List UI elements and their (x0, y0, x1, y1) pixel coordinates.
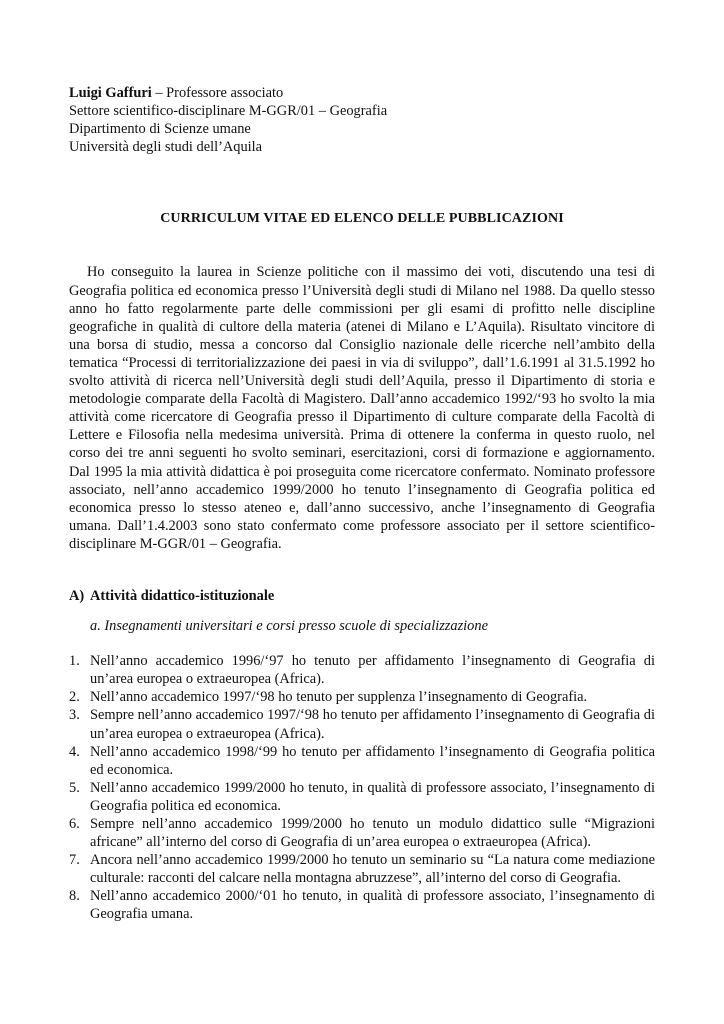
list-item-number: 8. (69, 888, 80, 905)
section-a-title: Attività didattico-istituzionale (90, 587, 275, 604)
list-item (69, 706, 655, 742)
list-item (69, 779, 655, 815)
list-item-text: Ancora nell’anno accademico 1999/2000 ho tenuto un seminario su “La natura come mediazione culturale: racconti del calcare nella montagna abruzzese”, all’interno del corso di Geografia. (90, 852, 655, 887)
list-item-text: Nell’anno accademico 2000/‘01 ho tenuto, in qualità di professore associato, l’insegnamento di Geografia umana. (90, 888, 655, 923)
list-item (69, 688, 655, 706)
list-item (69, 743, 655, 779)
author-header (69, 84, 655, 156)
list-item-number: 5. (69, 779, 80, 796)
list-item-number: 6. (69, 816, 80, 832)
section-a-heading (69, 587, 655, 605)
author-role: – Professore associato (151, 85, 284, 101)
university-line: Università degli studi dell’Aquila (69, 139, 263, 156)
list-item (69, 652, 655, 688)
list-item-text: Nell’anno accademico 1997/‘98 ho tenuto per supplenza l’insegnamento di Geografia. (90, 689, 588, 706)
sector-line: Settore scientifico-disciplinare M-GGR/01 – Geografia (69, 103, 388, 120)
list-item-text: Nell’anno accademico 1999/2000 ho tenuto, in qualità di professore associato, l’insegnamento di Geografia politica ed economica. (90, 779, 655, 814)
list-item-text: Nell’anno accademico 1996/‘97 ho tenuto per affidamento l’insegnamento di Geografia di un’area europea o extraeuropea (Africa). (90, 653, 655, 688)
list-item-text: Sempre nell’anno accademico 1999/2000 ho tenuto un modulo didattico sulle “Migrazioni africane” all’interno del corso di Geografia di un’area europea o extraeuropea (Africa). (90, 816, 655, 851)
list-item (69, 851, 655, 887)
department-line: Dipartimento di Scienze umane (69, 121, 251, 138)
section-a-number: A) (69, 587, 85, 604)
list-item-number: 4. (69, 743, 80, 760)
list-item (69, 815, 655, 851)
list-item-number: 3. (69, 707, 80, 724)
list-item-text: Nell’anno accademico 1998/‘99 ho tenuto per affidamento l’insegnamento di Geografia politica ed economica. (90, 743, 655, 778)
document-title: CURRICULUM VITAE ED ELENCO DELLE PUBBLICAZIONI (160, 211, 564, 227)
list-item-number: 2. (69, 689, 80, 706)
document-page (69, 84, 655, 924)
section-a-subheading: a. Insegnamenti universitari e corsi presso scuole di specializzazione (90, 618, 488, 635)
author-line (69, 84, 655, 102)
author-name: Luigi Gaffuri (69, 85, 152, 101)
intro-paragraph: Ho conseguito la laurea in Scienze politiche con il massimo dei voti, discutendo una tesi di Geografia politica ed economica presso l’Università degli studi di Milano nel 1988. Da quello stesso anno ho fatto regolarmente parte delle commissioni per gli esami di profitto nelle discipline geografiche in qualità di cultore della materia (atenei di Milano e L’Aquila). Risultato vincitore di una borsa di studio, messa a concorso dal Consiglio nazionale delle ricerche nell’ambito della tematica “Processi di territorializzazione dei paesi in via di sviluppo”, dall’1.6.1991 al 31.5.1992 ho svolto attività di ricerca nell’Università degli studi dell’Aquila, presso il Dipartimento di storia e metodologie comparate della Facoltà di Magistero. Dall’anno accademico 1992/‘93 ho svolto la mia attività come ricercatore di Geografia presso il Dipartimento di culture comparate della Facoltà di Lettere e Filosofia nella medesima università. Prima di ottenere la conferma in questo ruolo, nel corso dei tre anni seguenti ho svolto seminari, esercitazioni, corsi di formazione e aggiornamento. Dal 1995 la mia attività didattica è poi proseguita come ricercatore confermato. Nominato professore associato, nell’anno accademico 1999/2000 ho tenuto l’insegnamento di Geografia politica ed economica presso lo stesso ateneo e, dall’anno successivo, anche l’insegnamento di Geografia umana. Dall’1.4.2003 sono stato confermato come professore associato per il settore scientifico-disciplinare M-GGR/01 – Geografia. (69, 264, 655, 552)
list-item (69, 887, 655, 923)
teaching-list (69, 652, 655, 923)
list-item-number: 1. (69, 653, 80, 670)
list-item-number: 7. (69, 852, 80, 869)
list-item-text: Sempre nell’anno accademico 1997/‘98 ho tenuto per affidamento l’insegnamento di Geografia di un’area europea o extraeuropea (Africa). (90, 707, 655, 742)
